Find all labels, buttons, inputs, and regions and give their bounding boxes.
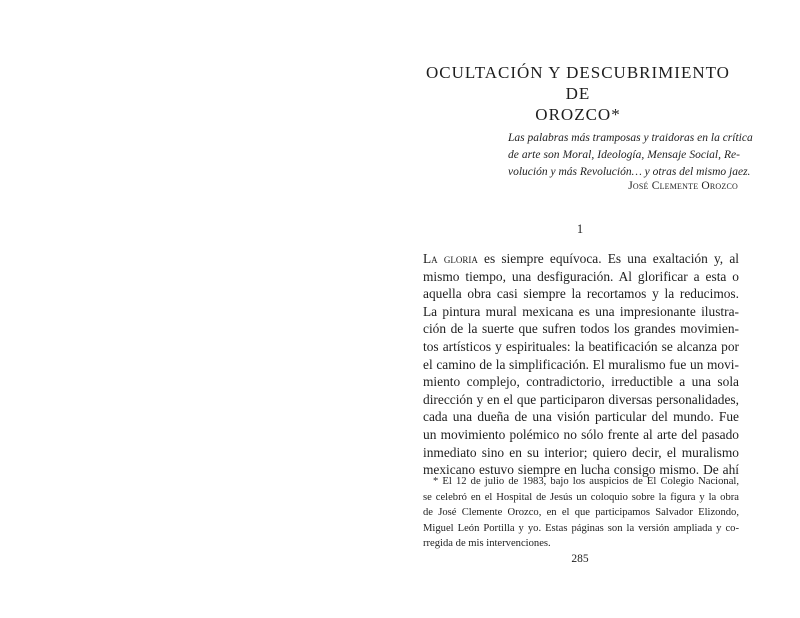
body-line: mexicano estuvo siempre en lucha consigo mismo. De ahí — [423, 462, 739, 478]
page-number: 285 — [571, 553, 589, 565]
body-line: La pintura mural mexicana es una impresionante ilustra- — [423, 303, 739, 319]
body-text — [423, 250, 739, 479]
footnote — [423, 474, 739, 552]
body-line: el camino de la simplificación. El muralismo fue un movi- — [423, 356, 739, 372]
epigraph-line: de arte son Moral, Ideología, Mensaje Social, Re- — [508, 149, 740, 161]
body-line: inmediato sino en su interior; quiero decir, el muralismo — [423, 444, 739, 460]
body-line: aquella obra casi siempre la recortamos y la reducimos. — [423, 286, 739, 302]
epigraph-author: José Clemente Orozco — [628, 180, 738, 192]
footnote-line: Miguel León Portilla y yo. Estas páginas son la versión ampliada y co- — [423, 522, 739, 534]
body-line: dirección y en el que participaron diversas personalidades, — [423, 391, 739, 407]
epigraph-line: volución y más Revolución… y otras del mismo jaez. — [508, 166, 751, 178]
body-line: tos artísticos y espirituales: la beatificación se alcanza por — [423, 338, 739, 354]
epigraph-line: Las palabras más tramposas y traidoras en la crítica — [508, 132, 753, 144]
body-line: miento complejo, contradictorio, irreductible a una sola — [423, 374, 739, 390]
epigraph — [508, 130, 753, 181]
first-line-rest: es siempre equívoca. Es una exaltación y, al — [477, 251, 739, 266]
body-line — [423, 250, 739, 268]
section-number: 1 — [576, 222, 584, 236]
chapter-title-line-2: OROZCO* — [535, 105, 621, 124]
footnote-line: rregida de mis intervenciones. — [423, 538, 551, 550]
body-line: mismo tiempo, una desfiguración. Al glorificar a esta o — [423, 268, 739, 284]
chapter-title — [418, 62, 738, 125]
footnote-line: se celebró en el Hospital de Jesús un coloquio sobre la figura y la obra — [423, 491, 739, 503]
footnote-line: * El 12 de julio de 1983, bajo los auspicios de El Colegio Nacional, — [433, 476, 739, 487]
body-line: cada una dueña de una visión particular del mundo. Fue — [423, 409, 739, 425]
footnote-line: de José Clemente Orozco, en el que participamos Salvador Elizondo, — [423, 507, 739, 519]
body-line: un movimiento polémico no sólo frente al arte del pasado — [423, 426, 739, 442]
opening-words: La gloria — [423, 251, 478, 266]
chapter-title-line-1: OCULTACIÓN Y DESCUBRIMIENTO DE — [426, 63, 730, 103]
body-line: ción de la suerte que sufren todos los grandes movimien- — [423, 321, 739, 337]
